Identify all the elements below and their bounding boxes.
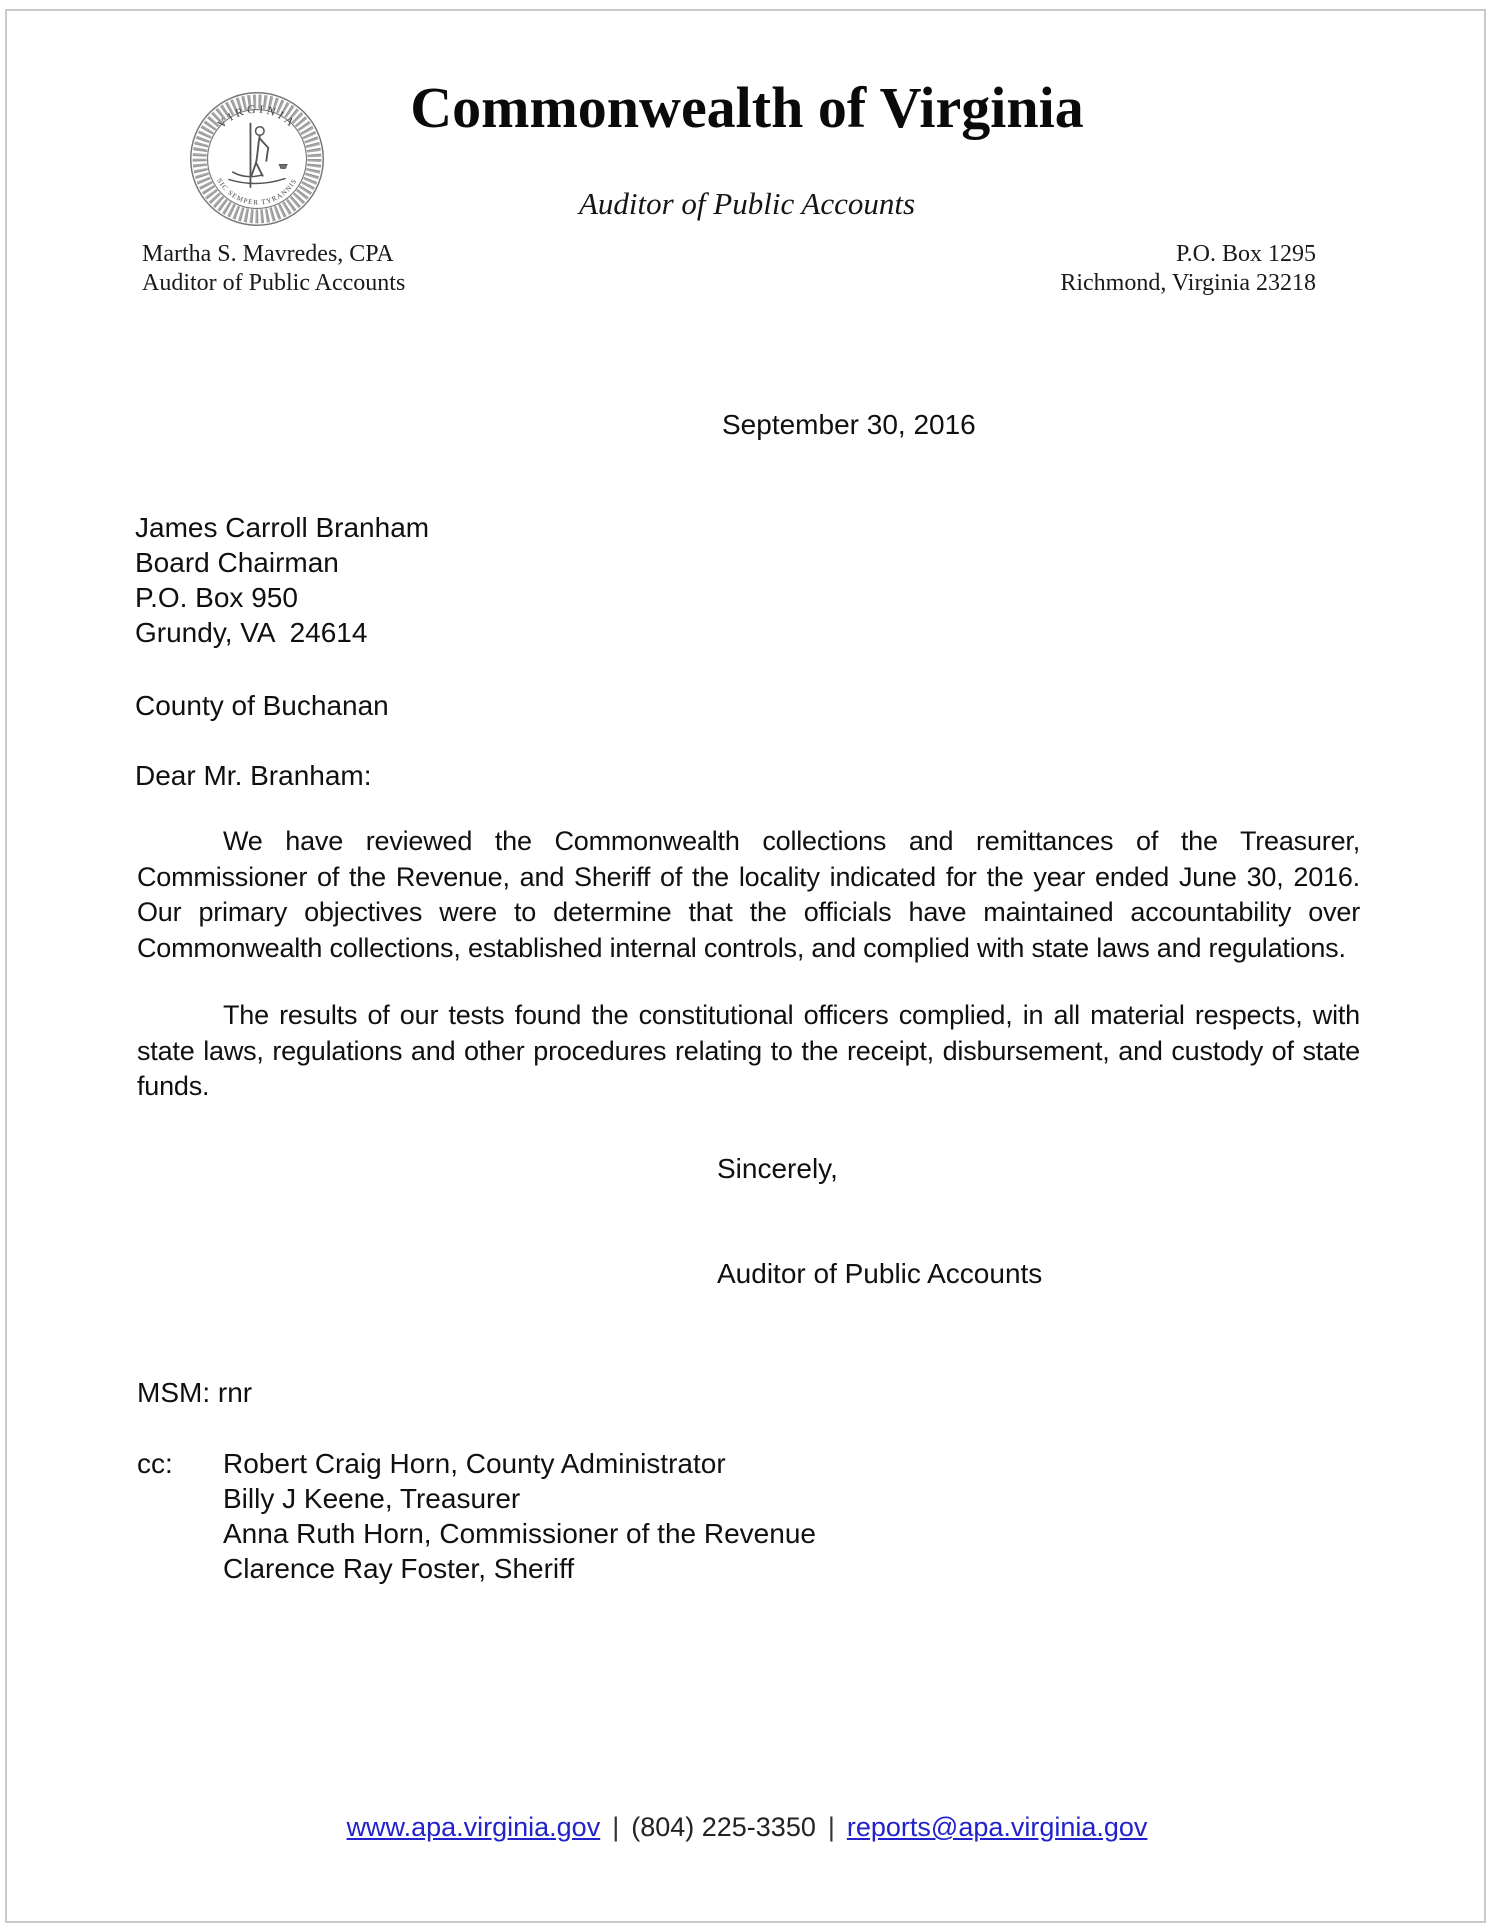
signer-title: Auditor of Public Accounts	[717, 1258, 1043, 1289]
footer-separator: |	[612, 1812, 620, 1842]
body-paragraph-1: We have reviewed the Commonwealth collections and remittances of the Treasurer, Commissioner of the Revenue, and Sheriff of the locality indicated for the year ended June 30, 2016. Our primary objectives were to determine that the officials have maintained accountability over Commonwealth collections, established internal controls, and complied with state laws and regulations.	[137, 826, 1360, 963]
locality-line: County of Buchanan	[135, 690, 389, 721]
cc-item: Robert Craig Horn, County Administrator	[223, 1448, 726, 1479]
official-title: Auditor of Public Accounts	[142, 270, 406, 296]
footer-separator: |	[827, 1812, 835, 1842]
official-name: Martha S. Mavredes, CPA	[142, 241, 394, 267]
reference-initials: MSM: rnr	[137, 1377, 253, 1408]
body-paragraph-2: The results of our tests found the constitutional officers complied, in all material respects, with state laws, regulations and other procedures relating to the receipt, disbursement, and custody of state funds.	[137, 1000, 1360, 1101]
recipient-block	[135, 510, 429, 650]
org-subtitle: Auditor of Public Accounts	[578, 186, 916, 221]
recipient-title: Board Chairman	[135, 547, 339, 578]
cc-label: cc:	[137, 1448, 173, 1479]
org-title: Commonwealth of Virginia	[410, 75, 1084, 140]
seal-bottom-text: SIC SEMPER TYRANNIS	[215, 177, 299, 207]
cc-list	[223, 1446, 816, 1586]
salutation: Dear Mr. Branham:	[135, 760, 372, 791]
closing-line: Sincerely,	[717, 1153, 838, 1184]
footer-contact-bar	[0, 1812, 1494, 1843]
official-block	[142, 240, 405, 298]
office-address	[1060, 240, 1316, 298]
cc-item: Billy J Keene, Treasurer	[223, 1483, 521, 1514]
recipient-name: James Carroll Branham	[135, 512, 430, 543]
office-address-line2: Richmond, Virginia 23218	[1060, 270, 1316, 296]
seal-top-text: VIRGINIA	[215, 102, 299, 132]
cc-item: Anna Ruth Horn, Commissioner of the Revenue	[223, 1518, 816, 1549]
recipient-address-line1: P.O. Box 950	[135, 582, 298, 613]
letter-date: September 30, 2016	[722, 409, 976, 440]
website-link[interactable]: www.apa.virginia.gov	[346, 1812, 601, 1842]
office-address-line1: P.O. Box 1295	[1175, 241, 1316, 267]
cc-item: Clarence Ray Foster, Sheriff	[223, 1553, 575, 1584]
phone-number: (804) 225-3350	[631, 1812, 816, 1842]
recipient-address-line2: Grundy, VA 24614	[135, 617, 368, 648]
email-link[interactable]: reports@apa.virginia.gov	[846, 1812, 1148, 1842]
